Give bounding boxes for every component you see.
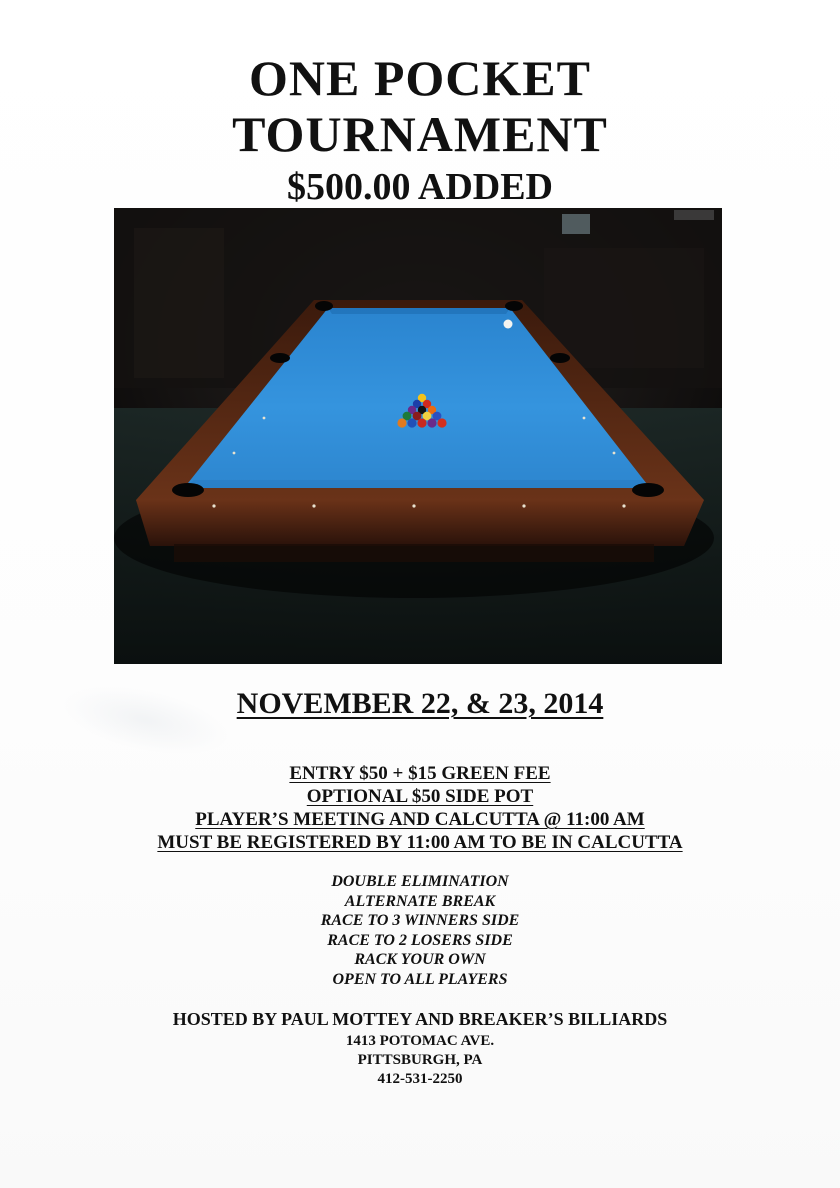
venue-address [0, 1032, 840, 1089]
entry-details [0, 762, 840, 854]
title-line-2: TOURNAMENT [232, 106, 608, 162]
registration-line: MUST BE REGISTERED BY 11:00 AM TO BE IN CALCUTTA [157, 832, 683, 853]
host-line: HOSTED BY PAUL MOTTEY AND BREAKER’S BILLIARDS [172, 1009, 668, 1029]
event-date [0, 686, 840, 722]
city-state: PITTSBURGH, PA [357, 1052, 483, 1068]
title-line-1: ONE POCKET [249, 50, 591, 106]
tournament-rules [0, 872, 840, 989]
rule-item: ALTERNATE BREAK [344, 892, 496, 910]
rule-item: RACK YOUR OWN [354, 951, 486, 968]
street-address: 1413 POTOMAC AVE. [345, 1033, 495, 1049]
pool-table-photo [114, 208, 722, 664]
prize-subtitle: $500.00 ADDED [286, 166, 554, 208]
event-date-text: NOVEMBER 22, & 23, 2014 [236, 687, 604, 720]
rule-item: DOUBLE ELIMINATION [331, 873, 509, 890]
phone-number: 412-531-2250 [377, 1071, 463, 1087]
side-pot-line: OPTIONAL $50 SIDE POT [306, 786, 534, 807]
pool-table-illustration [114, 208, 722, 664]
rule-item: RACE TO 2 LOSERS SIDE [327, 931, 513, 949]
rule-item: OPEN TO ALL PLAYERS [332, 970, 508, 988]
meeting-line: PLAYER’S MEETING AND CALCUTTA @ 11:00 AM [195, 809, 645, 830]
entry-fee-line: ENTRY $50 + $15 GREEN FEE [289, 763, 551, 784]
rule-item: RACE TO 3 WINNERS SIDE [320, 912, 520, 929]
